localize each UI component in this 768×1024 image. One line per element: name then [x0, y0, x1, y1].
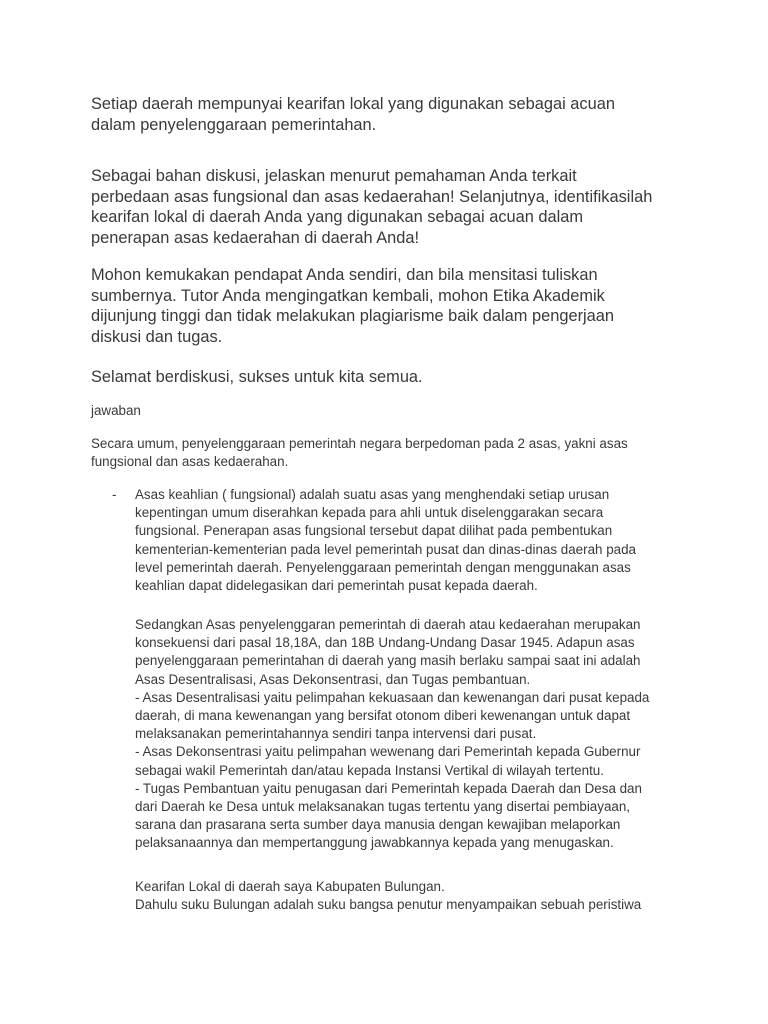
closing-paragraph: Selamat berdiskusi, sukses untuk kita semua.	[91, 368, 423, 386]
regional-principle-paragraph: Sedangkan Asas penyelenggaran pemerintah di daerah atau kedaerahan merupakan konsekuensi dari pasal 18,18A, dan 18B Undang-Undang Dasar 1945. Adapun asas penyelenggaraan pemerintahan di daerah yang masih berlaku sampai saat ini adalah Asas Desentralisasi, Asas Dekonsentrasi, dan Tugas pembantuan. - Asas Desentralisasi yaitu pelimpahan kekuasaan dan kewenangan dari pusat kepada daerah, di mana kewenangan yang bersifat otonom diberi kewenangan untuk dapat melaksanakan pemerintahannya sendiri tanpa intervensi dari pusat. - Asas Dekonsentrasi yaitu pelimpahan wewenang dari Pemerintah kepada Gubernur sebagai wakil Pemerintah dan/atau kepada Instansi Vertikal di wilayah tertentu. - Tugas Pembantuan yaitu penugasan dari Pemerintah kepada Daerah dan Desa dan dari Daerah ke Desa untuk melaksanakan tugas tertentu yang disertai pembiayaan, sarana dan prasarana serta sumber daya manusia dengan kewajiban melaporkan pelaksanaannya dan mempertanggung jawabkannya kepada yang menugaskan.	[135, 617, 650, 851]
document-page	[91, 0, 691, 1024]
answer-intro-paragraph: Secara umum, penyelenggaraan pemerintah negara berpedoman pada 2 asas, yakni asas fungsional dan asas kedaerahan.	[91, 436, 628, 470]
functional-principle-paragraph: Asas keahlian ( fungsional) adalah suatu asas yang menghendaki setiap urusan kepentingan umum diserahkan kepada para ahli untuk diselenggarakan secara fungsional. Penerapan asas fungsional tersebut dapat dilihat pada pembentukan kementerian-kementerian pada level pemerintah pusat dan dinas-dinas daerah pada level pemerintah daerah. Penyelenggaraan pemerintah dengan menggunakan asas keahlian dapat didelegasikan dari pemerintah pusat kepada daerah.	[135, 487, 636, 594]
ethics-paragraph: Mohon kemukakan pendapat Anda sendiri, dan bila mensitasi tuliskan sumbernya. Tutor Anda mengingatkan kembali, mohon Etika Akademik dijunjung tinggi dan tidak melakukan plagiarisme baik dalam pengerjaan diskusi dan tugas.	[91, 266, 615, 346]
local-wisdom-paragraph: Kearifan Lokal di daerah saya Kabupaten Bulungan. Dahulu suku Bulungan adalah suku bangsa penutur menyampaikan sebuah peristiwa	[135, 879, 642, 913]
task-paragraph: Sebagai bahan diskusi, jelaskan menurut pemahaman Anda terkait perbedaan asas fungsional dan asas kedaerahan! Selanjutnya, identifikasilah kearifan lokal di daerah Anda yang digunakan sebagai acuan dalam penerapan asas kedaerahan di daerah Anda!	[91, 167, 653, 247]
list-item-marker: -	[112, 487, 117, 502]
intro-paragraph: Setiap daerah mempunyai kearifan lokal yang digunakan sebagai acuan dalam penyelenggaraan pemerintahan.	[91, 95, 615, 134]
answer-label: jawaban	[91, 403, 141, 418]
